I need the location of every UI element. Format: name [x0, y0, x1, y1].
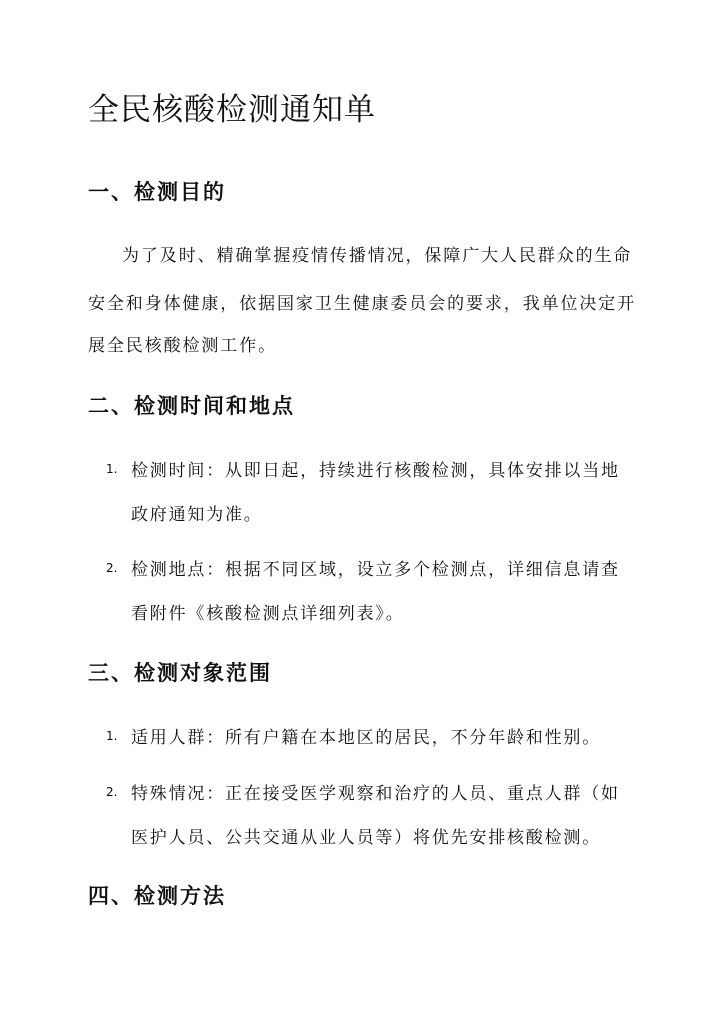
list-item-line: 政府通知为准。	[131, 505, 263, 525]
purpose-paragraph-line: 为了及时、精确掌握疫情传播情况，保障广大人民群众的生命	[122, 246, 633, 266]
list-item-line: 适用人群：所有户籍在本地区的居民，不分年龄和性别。	[131, 728, 601, 748]
list-item-line: 检测时间：从即日起，持续进行核酸检测，具体安排以当地	[131, 461, 620, 481]
section-heading-time-place: 二、检测时间和地点	[88, 394, 295, 418]
purpose-paragraph-line: 展全民核酸检测工作。	[88, 336, 277, 356]
list-number: 1.	[106, 462, 118, 476]
list-number: 2.	[106, 561, 118, 575]
section-heading-method: 四、检测方法	[88, 884, 226, 908]
list-number: 1.	[106, 729, 118, 743]
list-number: 2.	[106, 785, 118, 799]
list-item-line: 特殊情况：正在接受医学观察和治疗的人员、重点人群（如	[131, 784, 620, 804]
purpose-paragraph-line: 安全和身体健康，依据国家卫生健康委员会的要求，我单位决定开	[88, 294, 637, 314]
list-item-line: 医护人员、公共交通从业人员等）将优先安排核酸检测。	[131, 828, 601, 848]
list-item-line: 看附件《核酸检测点详细列表》。	[131, 604, 405, 624]
list-item-line: 检测地点：根据不同区域，设立多个检测点，详细信息请查	[131, 560, 620, 580]
document-title: 全民核酸检测通知单	[88, 92, 376, 128]
section-heading-purpose: 一、检测目的	[88, 180, 226, 204]
section-heading-target-scope: 三、检测对象范围	[88, 661, 272, 685]
